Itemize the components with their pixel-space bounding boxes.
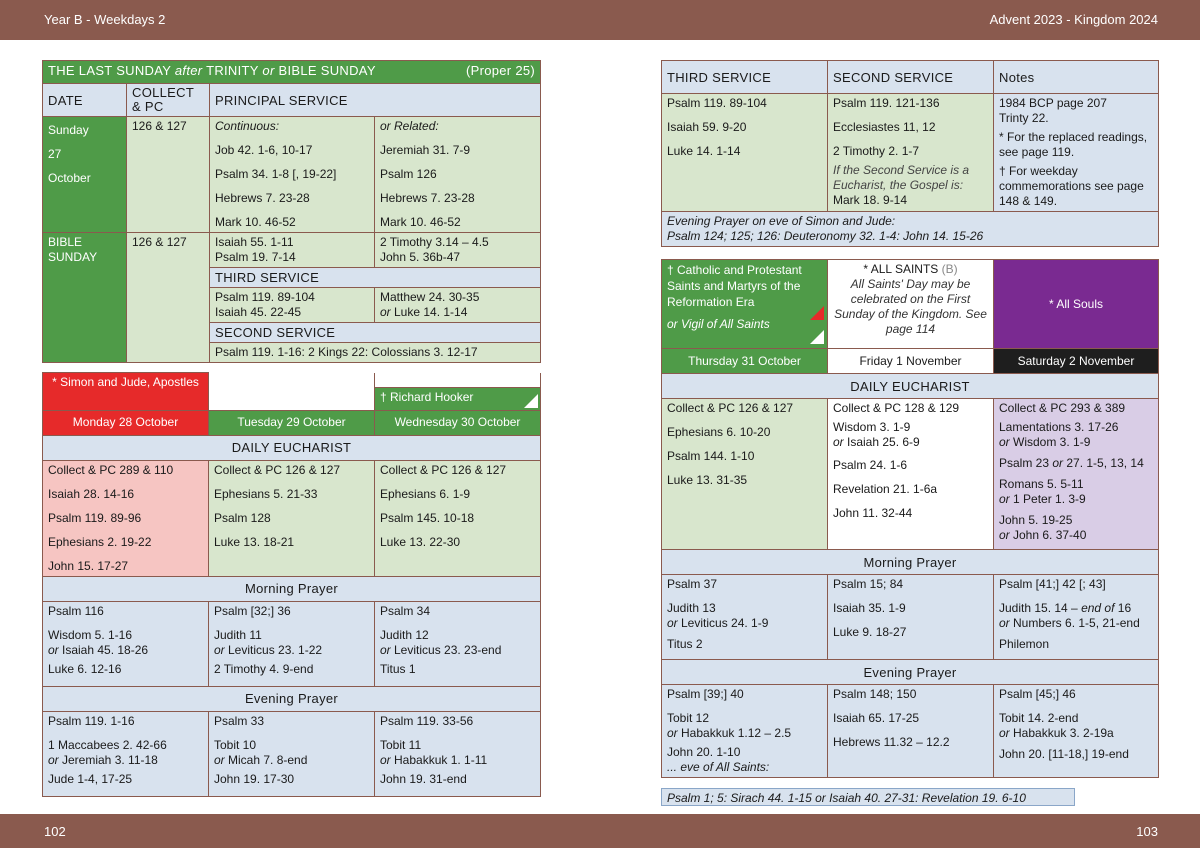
proper-label: (Proper 25) [465,63,536,78]
continuous-readings: Continuous: Job 42. 1-6, 10-17 Psalm 34. 1-8 [, 19-22] Hebrews 7. 23-28 Mark 10. 46-52 [210,117,375,233]
day-saturday: Saturday 2 November [994,349,1159,374]
eucharist-friday: Collect & PC 128 & 129 Wisdom 3. 1-9 or Isaiah 25. 6-9 Psalm 24. 1-6 Revelation 21. 1-6a John 11. 32-44 [828,399,994,550]
third-service-label: THIRD SERVICE [210,268,541,288]
white-triangle-icon [524,394,538,408]
sunday-title: THE LAST SUNDAY after TRINITY or BIBLE SUNDAY [48,63,376,78]
evening-friday: Psalm 148; 150 Isaiah 65. 17-25 Hebrews 11.32 – 12.2 [828,685,994,778]
evening-thursday: Psalm [39;] 40 Tobit 12 or Habakkuk 1.12 – 2.5 John 20. 1-10 ... eve of All Saints: [662,685,828,778]
page-number-right: 103 [1136,824,1158,839]
col-collect: COLLECT & PC [127,84,210,117]
simon-jude-heading: * Simon and Jude, Apostles [43,373,209,411]
footer-bar [0,814,1200,848]
bible-sunday-right: 2 Timothy 3.14 – 4.5 John 5. 36b-47 [375,233,541,268]
bible-sunday-left: Isaiah 55. 1-11 Psalm 19. 7-14 [210,233,375,268]
daily-eucharist-label-right: DAILY EUCHARIST [662,374,1159,399]
daily-eucharist-label: DAILY EUCHARIST [43,435,541,460]
related-readings: or Related: Jeremiah 31. 7-9 Psalm 126 Hebrews 7. 23-28 Mark 10. 46-52 [375,117,541,233]
eucharist-monday: Collect & PC 289 & 110 Isaiah 28. 14-16 Psalm 119. 89-96 Ephesians 2. 19-22 John 15. 17-27 [43,460,209,576]
day-tuesday: Tuesday 29 October [209,410,375,435]
day-thursday: Thursday 31 October [662,349,828,374]
reformation-saints-heading: † Catholic and Protestant Saints and Martyrs of the Reformation Era or Vigil of All Saints [662,260,828,349]
evening-prayer-label-right: Evening Prayer [662,660,1159,685]
morning-monday: Psalm 116 Wisdom 5. 1-16 or Isaiah 45. 18-26 Luke 6. 12-16 [43,601,209,686]
third-service-readings: Psalm 119. 89-104 Isaiah 59. 9-20 Luke 14. 1-14 [662,94,828,212]
day-monday: Monday 28 October [43,410,209,435]
morning-friday: Psalm 15; 84 Isaiah 35. 1-9 Luke 9. 18-27 [828,575,994,660]
richard-hooker-heading: † Richard Hooker [375,387,541,410]
sunday-collect: 126 & 127 [127,117,210,233]
header-bar [0,0,1200,40]
morning-saturday: Psalm [41;] 42 [; 43] Judith 15. 14 – end of 16 or Numbers 6. 1-5, 21-end Philemon [994,575,1159,660]
col-second-service: SECOND SERVICE [828,61,994,94]
left-week-table [42,372,541,797]
morning-wednesday: Psalm 34 Judith 12 or Leviticus 23. 23-end Titus 1 [375,601,541,686]
second-service-label: SECOND SERVICE [210,323,541,343]
eucharist-wednesday: Collect & PC 126 & 127 Ephesians 6. 1-9 Psalm 145. 10-18 Luke 13. 22-30 [375,460,541,576]
col-principal: PRINCIPAL SERVICE [210,84,541,117]
third-service-left: Psalm 119. 89-104 Isaiah 45. 22-45 [210,288,375,323]
notes-cell: 1984 BCP page 207 Trinty 22. * For the replaced readings, see page 119. † For weekday commemorations see page 148 & 149. [994,94,1159,212]
eve-all-saints-readings: Psalm 1; 5: Sirach 44. 1-15 or Isaiah 40. 27-31: Revelation 19. 6-10 [661,788,1075,806]
sunday-title-row [43,61,541,84]
right-week-table [661,259,1159,778]
morning-tuesday: Psalm [32;] 36 Judith 11 or Leviticus 23. 1-22 2 Timothy 4. 9-end [209,601,375,686]
third-service-right: Matthew 24. 30-35 or Luke 14. 1-14 [375,288,541,323]
col-third-service: THIRD SERVICE [662,61,828,94]
eucharist-saturday: Collect & PC 293 & 389 Lamentations 3. 17-26 or Wisdom 3. 1-9 Psalm 23 or 27. 1-5, 13, 14 Romans 5. 5-11 or 1 Peter 1. 3-9 John 5. 19-25 or John 6. 37-40 [994,399,1159,550]
page-number-left: 102 [44,824,66,839]
sunday-table [42,60,541,363]
header-right: Advent 2023 - Kingdom 2024 [989,12,1158,27]
morning-prayer-label-right: Morning Prayer [662,550,1159,575]
day-friday: Friday 1 November [828,349,994,374]
evening-wednesday: Psalm 119. 33-56 Tobit 11 or Habakkuk 1. 1-11 John 19. 31-end [375,711,541,796]
all-souls-heading: * All Souls [994,260,1159,349]
red-triangle-icon [810,306,824,320]
all-saints-heading: * ALL SAINTS (B) All Saints' Day may be celebrated on the First Sunday of the Kingdom. See page 114 [828,260,994,349]
evening-monday: Psalm 119. 1-16 1 Maccabees 2. 42-66 or Jeremiah 3. 11-18 Jude 1-4, 17-25 [43,711,209,796]
services-table [661,60,1159,247]
day-wednesday: Wednesday 30 October [375,410,541,435]
morning-prayer-label: Morning Prayer [43,576,541,601]
eucharist-thursday: Collect & PC 126 & 127 Ephesians 6. 10-20 Psalm 144. 1-10 Luke 13. 31-35 [662,399,828,550]
second-service-readings: Psalm 119. 1-16: 2 Kings 22: Colossians 3. 12-17 [210,343,541,363]
col-notes: Notes [994,61,1159,94]
evening-prayer-label: Evening Prayer [43,686,541,711]
header-left: Year B - Weekdays 2 [44,12,166,27]
bible-sunday-label: BIBLE SUNDAY [43,233,127,363]
second-service-readings: Psalm 119. 121-136 Ecclesiastes 11, 12 2 Timothy 2. 1-7 If the Second Service is a Eucharist, the Gospel is: Mark 18. 9-14 [828,94,994,212]
morning-thursday: Psalm 37 Judith 13 or Leviticus 24. 1-9 Titus 2 [662,575,828,660]
eve-simon-jude: Evening Prayer on eve of Simon and Jude: Psalm 124; 125; 126: Deuteronomy 32. 1-4: John 14. 15-26 [662,212,1159,247]
bible-sunday-collect: 126 & 127 [127,233,210,363]
evening-tuesday: Psalm 33 Tobit 10 or Micah 7. 8-end John 19. 17-30 [209,711,375,796]
eucharist-tuesday: Collect & PC 126 & 127 Ephesians 5. 21-33 Psalm 128 Luke 13. 18-21 [209,460,375,576]
white-triangle-icon [810,330,824,344]
col-date: DATE [43,84,127,117]
evening-saturday: Psalm [45;] 46 Tobit 14. 2-end or Habakkuk 3. 2-19a John 20. [11-18,] 19-end [994,685,1159,778]
sunday-date: Sunday 27 October [43,117,127,233]
